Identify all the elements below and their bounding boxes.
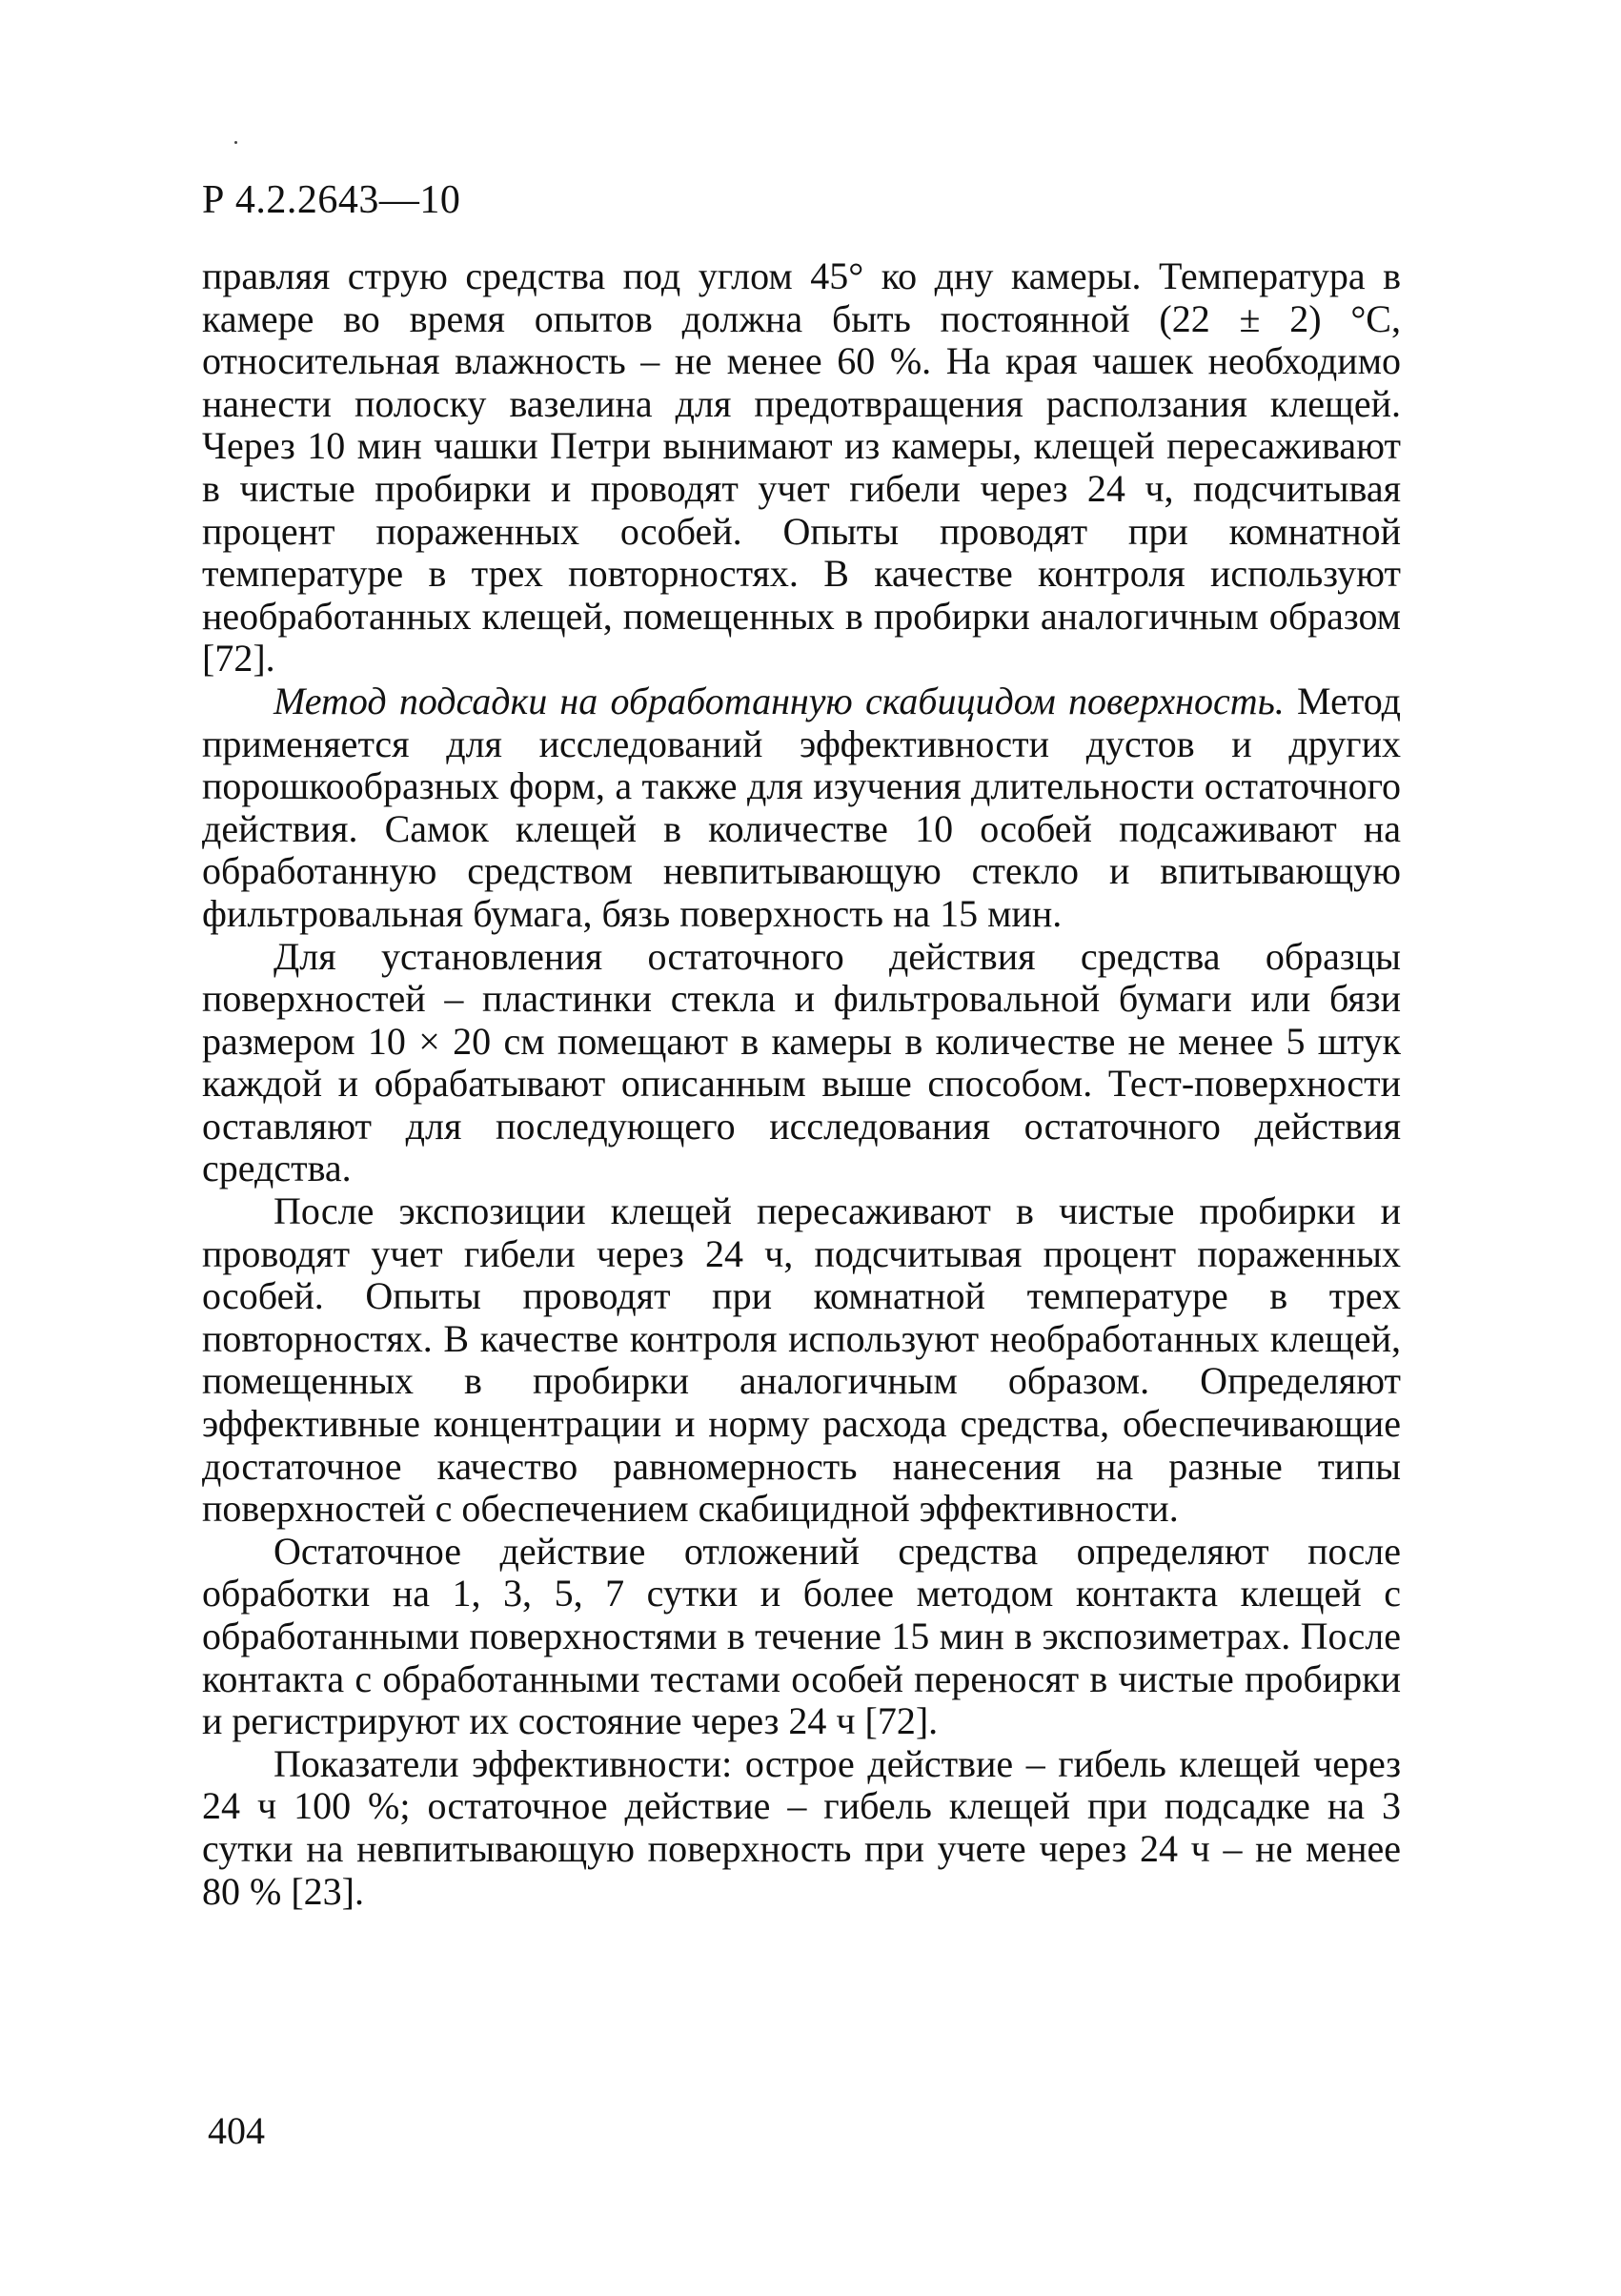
paragraph <box>202 936 1401 1191</box>
paragraph-text: правляя струю средства под углом 45° ко дну камеры. Температура в камере во время опытов должна быть постоянной (22 ± 2) °С, относительная влажность – не менее 60 %. На края чашек необходимо нанести полоску вазелина для предотвращения расползания клещей. Через 10 мин чашки Петри вынимают из камеры, клещей пересаживают в чистые пробирки и проводят учет гибели через 24 ч, подсчитывая процент пораженных особей. Опыты проводят при комнатной температуре в трех повторностях. В качестве контроля используют необработанных клещей, помещенных в пробирки аналогичным образом [72]. <box>202 254 1401 681</box>
paragraph-text: Метод применяется для исследований эффективности дустов и других порошкообразных форм, а также для изучения длительности остаточного действия. Самок клещей в количестве 10 особей подсаживают на обработанную средством невпитывающую стекло и впитывающую фильтровальная бумага, бязь поверхность на 15 мин. <box>202 679 1401 935</box>
page-number: 404 <box>208 2109 265 2152</box>
paragraph-continuation <box>202 255 1401 681</box>
paragraph-text: Показатели эффективности: острое действие – гибель клещей через 24 ч 100 %; остаточное действие – гибель клещей при подсадке на 3 сутки на невпитывающую поверхность при учете через 24 ч – не менее 80 % [23]. <box>202 1741 1401 1913</box>
body-text <box>202 255 1401 1913</box>
document-code: Р 4.2.2643—10 <box>202 178 461 222</box>
paragraph <box>202 1190 1401 1531</box>
method-heading: Метод подсадки на обработанную скабицидом поверхность. <box>274 679 1285 722</box>
scan-speck <box>234 141 237 144</box>
paragraph <box>202 1743 1401 1913</box>
paragraph <box>202 1531 1401 1743</box>
paragraph-text: Для установления остаточного действия средства образцы поверхностей – пластинки стекла и фильтровальной бумаги или бязи размером 10 × 20 см помещают в камеры в количестве не менее 5 штук каждой и обрабатывают описанным выше способом. Тест-поверхности оставляют для последующего исследования остаточного действия средства. <box>202 934 1401 1190</box>
paragraph-text: Остаточное действие отложений средства определяют после обработки на 1, 3, 5, 7 сутки и более методом контакта клещей с обработанными поверхностями в течение 15 мин в экспозиметрах. После контакта с обработанными тестами особей переносят в чистые пробирки и регистрируют их состояние через 24 ч [72]. <box>202 1529 1401 1743</box>
paragraph-text: После экспозиции клещей пересаживают в чистые пробирки и проводят учет гибели через 24 ч, подсчитывая процент пораженных особей. Опыты проводят при комнатной температуре в трех повторностях. В качестве контроля используют необработанных клещей, помещенных в пробирки аналогичным образом. Определяют эффективные концентрации и норму расхода средства, обеспечивающие достаточное качество равномерность нанесения на разные типы поверхностей с обеспечением скабицидной эффективности. <box>202 1189 1401 1531</box>
paragraph-method <box>202 681 1401 936</box>
